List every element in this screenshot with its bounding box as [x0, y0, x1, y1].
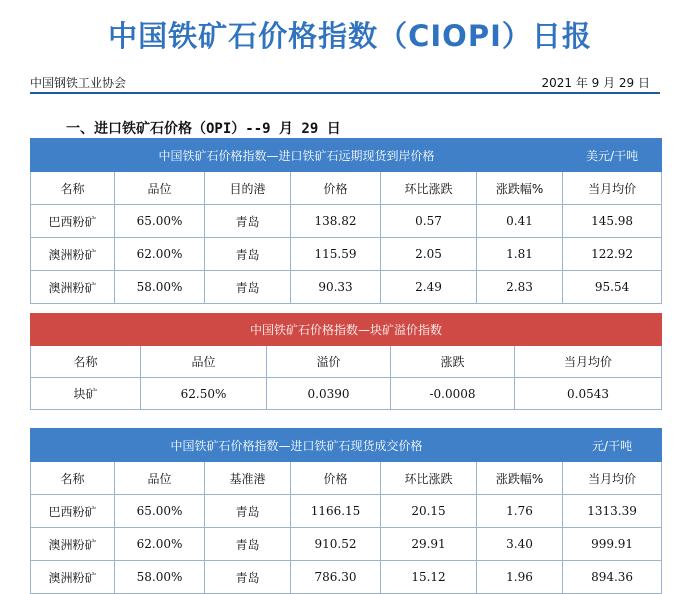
- column-header: 涨跌幅%: [477, 462, 563, 495]
- table-cell: 29.91: [381, 528, 477, 561]
- column-header: 当月均价: [563, 462, 662, 495]
- table-cell: 20.15: [381, 495, 477, 528]
- column-header-row: [31, 346, 662, 378]
- column-header: 品位: [141, 346, 267, 378]
- table-cell: 青岛: [205, 238, 291, 271]
- table-caption: 中国铁矿石价格指数—进口铁矿石远期现货到岸价格: [31, 139, 563, 172]
- table-caption-row: [31, 314, 662, 346]
- column-header: 当月均价: [563, 172, 662, 205]
- report-date: 2021 年 9 月 29 日: [541, 76, 650, 90]
- column-header: 基准港: [205, 462, 291, 495]
- table-cell: 62.00%: [115, 238, 205, 271]
- table-cell: 90.33: [291, 271, 381, 304]
- column-header: 名称: [31, 462, 115, 495]
- table-cell: 2.49: [381, 271, 477, 304]
- report-title: 中国铁矿石价格指数（CIOPI）日报: [108, 19, 592, 53]
- column-header: 价格: [291, 462, 381, 495]
- report-header: [30, 74, 650, 92]
- table-cell: 138.82: [291, 205, 381, 238]
- table-cell: 999.91: [563, 528, 662, 561]
- table-cell: 58.00%: [115, 561, 205, 594]
- table-cell: 65.00%: [115, 495, 205, 528]
- table-cell: 0.0390: [267, 378, 391, 410]
- table-row: [31, 495, 662, 528]
- table-cell: 青岛: [205, 528, 291, 561]
- column-header: 目的港: [205, 172, 291, 205]
- column-header: 名称: [31, 172, 115, 205]
- table-cell: 巴西粉矿: [31, 205, 115, 238]
- table-cell: -0.0008: [391, 378, 515, 410]
- table-row: [31, 271, 662, 304]
- table-cell: 1.76: [477, 495, 563, 528]
- table-cell: 2.83: [477, 271, 563, 304]
- column-header: 品位: [115, 462, 205, 495]
- column-header: 品位: [115, 172, 205, 205]
- table-cell: 0.0543: [515, 378, 662, 410]
- table-cell: 巴西粉矿: [31, 495, 115, 528]
- table-cell: 澳洲粉矿: [31, 271, 115, 304]
- organization-name: 中国钢铁工业协会: [30, 76, 127, 90]
- table-cell: 青岛: [205, 205, 291, 238]
- column-header: 涨跌幅%: [477, 172, 563, 205]
- column-header: 环比涨跌: [381, 172, 477, 205]
- unit-label: 美元/干吨: [563, 139, 662, 172]
- unit-label: 元/干吨: [563, 429, 662, 462]
- table-cell: 澳洲粉矿: [31, 561, 115, 594]
- table-cell: 0.57: [381, 205, 477, 238]
- table-cell: 1.96: [477, 561, 563, 594]
- table-cell: 1313.39: [563, 495, 662, 528]
- table-caption-row: [31, 429, 662, 462]
- table-cell: 青岛: [205, 271, 291, 304]
- table-row: [31, 528, 662, 561]
- section-title: 一、进口铁矿石价格（OPI）--9 月 29 日: [66, 121, 341, 137]
- table-row: [31, 205, 662, 238]
- table-cell: 786.30: [291, 561, 381, 594]
- table-cell: 115.59: [291, 238, 381, 271]
- table-cell: 894.36: [563, 561, 662, 594]
- column-header: 名称: [31, 346, 141, 378]
- table-caption: 中国铁矿石价格指数—块矿溢价指数: [31, 314, 662, 346]
- column-header: 环比涨跌: [381, 462, 477, 495]
- header-divider: [30, 92, 660, 94]
- table-cell: 块矿: [31, 378, 141, 410]
- table-cell: 62.50%: [141, 378, 267, 410]
- table-cell: 青岛: [205, 495, 291, 528]
- table-cell: 0.41: [477, 205, 563, 238]
- spot-transaction-price-table: [30, 428, 662, 594]
- lump-premium-table: [30, 313, 662, 410]
- table-cell: 澳洲粉矿: [31, 238, 115, 271]
- table-caption-row: [31, 139, 662, 172]
- forward-cif-price-table: [30, 138, 662, 304]
- table-cell: 122.92: [563, 238, 662, 271]
- column-header: 价格: [291, 172, 381, 205]
- table-row: [31, 378, 662, 410]
- table-cell: 1166.15: [291, 495, 381, 528]
- column-header: 溢价: [267, 346, 391, 378]
- table-cell: 青岛: [205, 561, 291, 594]
- table-row: [31, 238, 662, 271]
- table-row: [31, 561, 662, 594]
- table-caption: 中国铁矿石价格指数—进口铁矿石现货成交价格: [31, 429, 563, 462]
- column-header-row: [31, 172, 662, 205]
- table-cell: 910.52: [291, 528, 381, 561]
- table-cell: 澳洲粉矿: [31, 528, 115, 561]
- column-header-row: [31, 462, 662, 495]
- table-cell: 62.00%: [115, 528, 205, 561]
- table-cell: 3.40: [477, 528, 563, 561]
- column-header: 当月均价: [515, 346, 662, 378]
- table-cell: 1.81: [477, 238, 563, 271]
- table-cell: 65.00%: [115, 205, 205, 238]
- table-cell: 15.12: [381, 561, 477, 594]
- table-cell: 58.00%: [115, 271, 205, 304]
- table-cell: 2.05: [381, 238, 477, 271]
- column-header: 涨跌: [391, 346, 515, 378]
- table-cell: 95.54: [563, 271, 662, 304]
- table-cell: 145.98: [563, 205, 662, 238]
